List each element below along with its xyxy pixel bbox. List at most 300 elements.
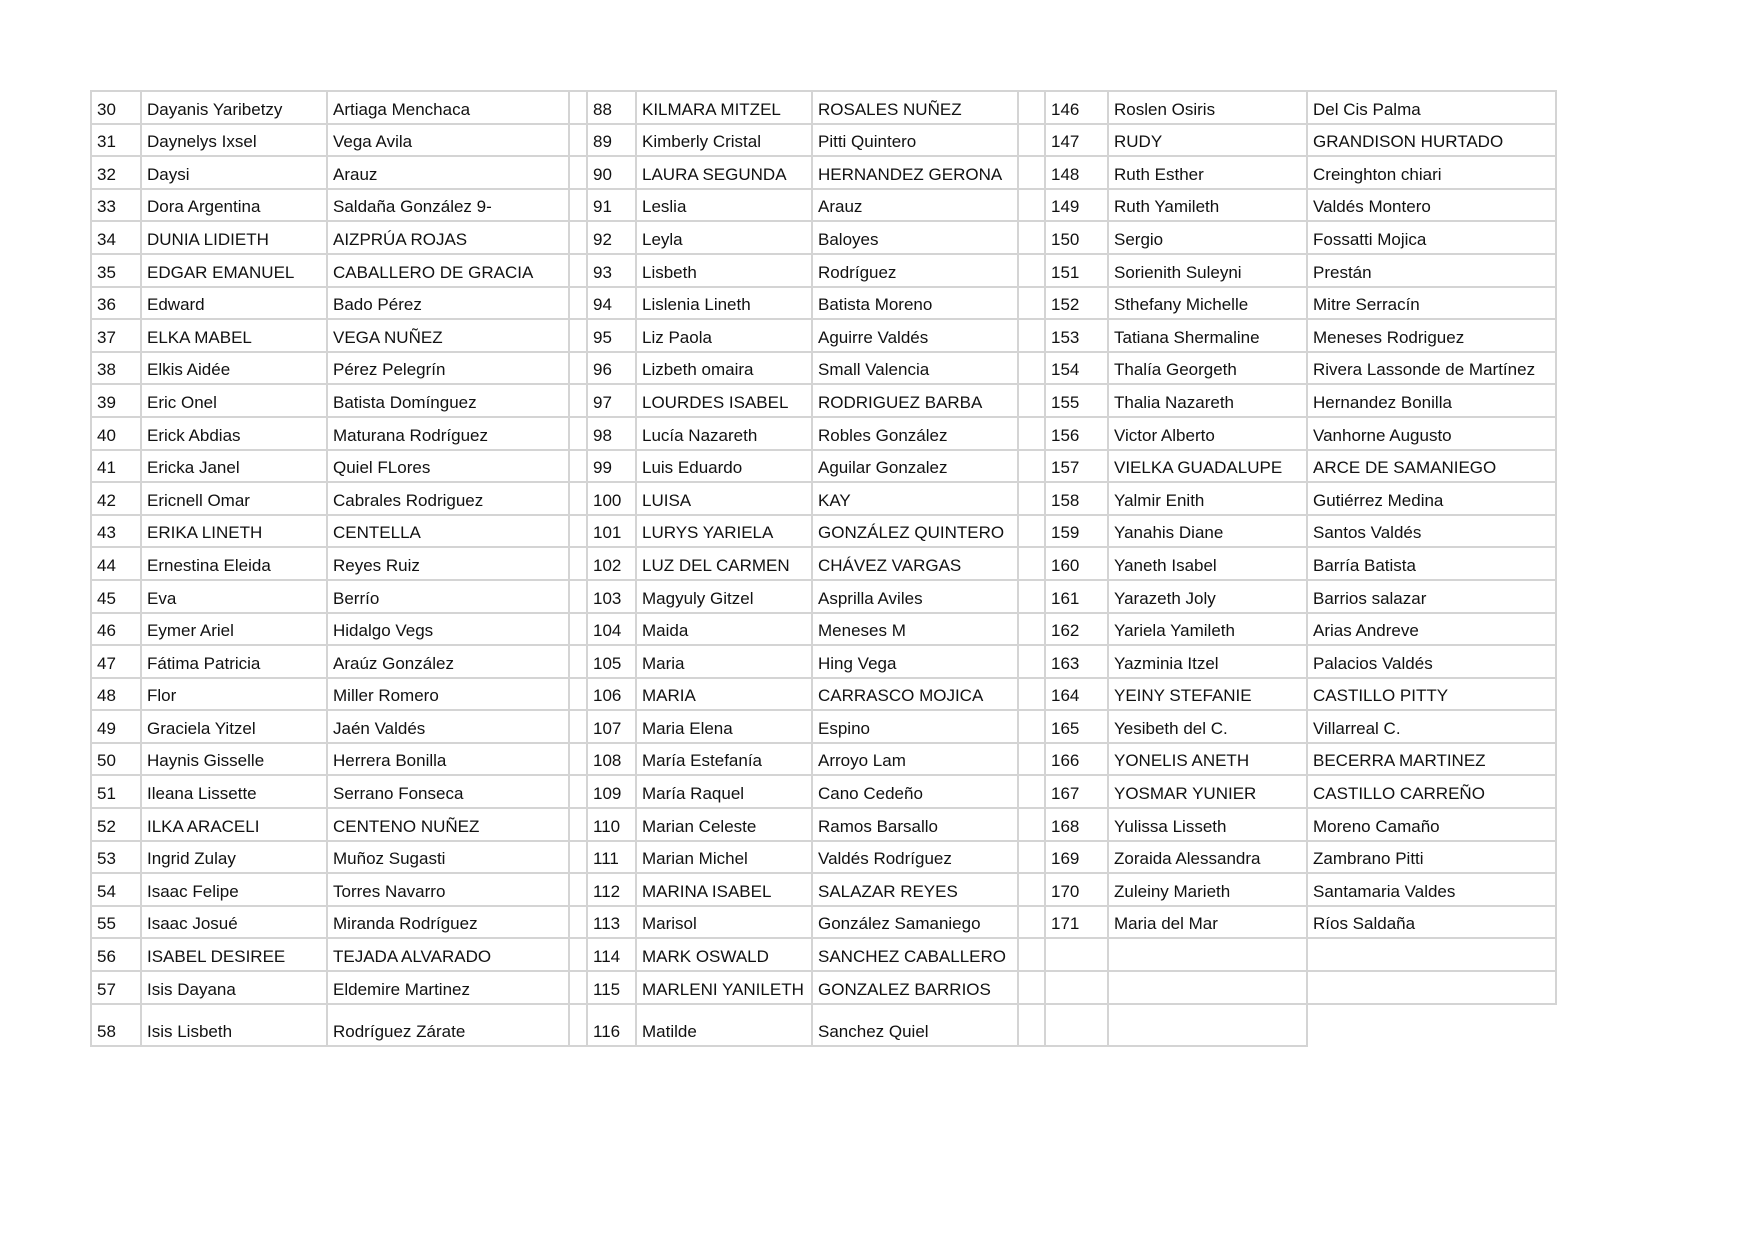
first-name-cell: Liz Paola <box>636 319 812 352</box>
first-name-cell: Ileana Lissette <box>141 775 327 808</box>
number-cell: 51 <box>91 775 141 808</box>
last-name-cell: Arauz <box>812 189 1018 222</box>
spacer-cell <box>569 613 587 646</box>
spacer-cell <box>569 482 587 515</box>
first-name-cell <box>1108 938 1307 971</box>
last-name-cell: Reyes Ruiz <box>327 547 569 580</box>
spacer-cell <box>569 450 587 483</box>
last-name-cell: Pérez Pelegrín <box>327 352 569 385</box>
last-name-cell: HERNANDEZ GERONA <box>812 156 1018 189</box>
spacer-cell <box>569 873 587 906</box>
first-name-cell: Yanahis Diane <box>1108 515 1307 548</box>
first-name-cell: ISABEL DESIREE <box>141 938 327 971</box>
first-name-cell: Yulissa Lisseth <box>1108 808 1307 841</box>
last-name-cell: SANCHEZ CABALLERO <box>812 938 1018 971</box>
table-row <box>91 971 1556 1004</box>
spacer-cell <box>1018 808 1045 841</box>
last-name-cell: Rodríguez Zárate <box>327 1004 569 1046</box>
spacer-cell <box>1018 841 1045 874</box>
number-cell: 152 <box>1045 287 1108 320</box>
first-name-cell: Graciela Yitzel <box>141 710 327 743</box>
spacer-cell <box>569 384 587 417</box>
number-cell: 55 <box>91 906 141 939</box>
last-name-cell: Batista Domínguez <box>327 384 569 417</box>
last-name-cell: TEJADA ALVARADO <box>327 938 569 971</box>
table-row <box>91 124 1556 157</box>
first-name-cell: Ericnell Omar <box>141 482 327 515</box>
first-name-cell: Leyla <box>636 221 812 254</box>
last-name-cell: Jaén Valdés <box>327 710 569 743</box>
last-name-cell: Herrera Bonilla <box>327 743 569 776</box>
spacer-cell <box>1018 547 1045 580</box>
table-row <box>91 450 1556 483</box>
first-name-cell: Tatiana Shermaline <box>1108 319 1307 352</box>
last-name-cell: Espino <box>812 710 1018 743</box>
last-name-cell: CENTENO NUÑEZ <box>327 808 569 841</box>
first-name-cell: YOSMAR YUNIER <box>1108 775 1307 808</box>
last-name-cell: Barrios salazar <box>1307 580 1556 613</box>
spacer-cell <box>569 1004 587 1046</box>
first-name-cell: Yariela Yamileth <box>1108 613 1307 646</box>
first-name-cell: Edward <box>141 287 327 320</box>
number-cell: 109 <box>587 775 636 808</box>
number-cell: 57 <box>91 971 141 1004</box>
spacer-cell <box>1018 710 1045 743</box>
number-cell: 166 <box>1045 743 1108 776</box>
spacer-cell <box>569 678 587 711</box>
last-name-cell: Serrano Fonseca <box>327 775 569 808</box>
number-cell: 99 <box>587 450 636 483</box>
last-name-cell: Miller Romero <box>327 678 569 711</box>
spacer-cell <box>1018 613 1045 646</box>
spacer-cell <box>569 775 587 808</box>
first-name-cell: Leslia <box>636 189 812 222</box>
first-name-cell: María Estefanía <box>636 743 812 776</box>
last-name-cell: Saldaña González 9- <box>327 189 569 222</box>
number-cell: 96 <box>587 352 636 385</box>
first-name-cell: Ericka Janel <box>141 450 327 483</box>
first-name-cell: Ingrid Zulay <box>141 841 327 874</box>
first-name-cell: EDGAR EMANUEL <box>141 254 327 287</box>
spacer-cell <box>1018 450 1045 483</box>
spacer-cell <box>569 417 587 450</box>
first-name-cell: Victor Alberto <box>1108 417 1307 450</box>
first-name-cell: Yazminia Itzel <box>1108 645 1307 678</box>
last-name-cell: Quiel FLores <box>327 450 569 483</box>
number-cell: 89 <box>587 124 636 157</box>
number-cell: 112 <box>587 873 636 906</box>
first-name-cell: Lisbeth <box>636 254 812 287</box>
first-name-cell: LUZ DEL CARMEN <box>636 547 812 580</box>
last-name-cell: Rodríguez <box>812 254 1018 287</box>
number-cell: 156 <box>1045 417 1108 450</box>
number-cell: 163 <box>1045 645 1108 678</box>
number-cell: 146 <box>1045 91 1108 124</box>
number-cell: 111 <box>587 841 636 874</box>
last-name-cell: Meneses M <box>812 613 1018 646</box>
last-name-cell: VEGA NUÑEZ <box>327 319 569 352</box>
first-name-cell: KILMARA MITZEL <box>636 91 812 124</box>
number-cell: 149 <box>1045 189 1108 222</box>
number-cell: 58 <box>91 1004 141 1046</box>
number-cell: 37 <box>91 319 141 352</box>
number-cell: 54 <box>91 873 141 906</box>
table-row <box>91 221 1556 254</box>
first-name-cell: Dora Argentina <box>141 189 327 222</box>
spacer-cell <box>1018 417 1045 450</box>
spacer-cell <box>1018 254 1045 287</box>
number-cell: 169 <box>1045 841 1108 874</box>
last-name-cell: CENTELLA <box>327 515 569 548</box>
spacer-cell <box>569 287 587 320</box>
last-name-cell: ARCE DE SAMANIEGO <box>1307 450 1556 483</box>
spacer-cell <box>1018 352 1045 385</box>
last-name-cell: González Samaniego <box>812 906 1018 939</box>
last-name-cell: Fossatti Mojica <box>1307 221 1556 254</box>
spacer-cell <box>1018 319 1045 352</box>
spacer-cell <box>1018 156 1045 189</box>
last-name-cell: CASTILLO PITTY <box>1307 678 1556 711</box>
last-name-cell: Muñoz Sugasti <box>327 841 569 874</box>
first-name-cell: Isis Dayana <box>141 971 327 1004</box>
last-name-cell: Hidalgo Vegs <box>327 613 569 646</box>
number-cell: 31 <box>91 124 141 157</box>
last-name-cell: Moreno Camaño <box>1307 808 1556 841</box>
spacer-cell <box>569 156 587 189</box>
last-name-cell: Ramos Barsallo <box>812 808 1018 841</box>
first-name-cell: Eric Onel <box>141 384 327 417</box>
number-cell: 38 <box>91 352 141 385</box>
first-name-cell: Marisol <box>636 906 812 939</box>
number-cell: 43 <box>91 515 141 548</box>
first-name-cell: Isis Lisbeth <box>141 1004 327 1046</box>
last-name-cell: Eldemire Martinez <box>327 971 569 1004</box>
table-row <box>91 482 1556 515</box>
first-name-cell: ERIKA LINETH <box>141 515 327 548</box>
number-cell: 52 <box>91 808 141 841</box>
number-cell: 104 <box>587 613 636 646</box>
number-cell: 39 <box>91 384 141 417</box>
number-cell: 94 <box>587 287 636 320</box>
first-name-cell: María Raquel <box>636 775 812 808</box>
spacer-cell <box>569 808 587 841</box>
number-cell: 170 <box>1045 873 1108 906</box>
number-cell <box>1045 971 1108 1004</box>
first-name-cell: LURYS YARIELA <box>636 515 812 548</box>
first-name-cell: Isaac Josué <box>141 906 327 939</box>
spacer-cell <box>569 710 587 743</box>
last-name-cell: Barría Batista <box>1307 547 1556 580</box>
last-name-cell: BECERRA MARTINEZ <box>1307 743 1556 776</box>
spacer-cell <box>569 254 587 287</box>
last-name-cell: Bado Pérez <box>327 287 569 320</box>
number-cell: 116 <box>587 1004 636 1046</box>
spacer-cell <box>1018 91 1045 124</box>
spacer-cell <box>569 515 587 548</box>
number-cell: 105 <box>587 645 636 678</box>
spacer-cell <box>1018 515 1045 548</box>
number-cell: 110 <box>587 808 636 841</box>
last-name-cell: Ríos Saldaña <box>1307 906 1556 939</box>
first-name-cell <box>1108 1004 1307 1046</box>
last-name-cell: Villarreal C. <box>1307 710 1556 743</box>
first-name-cell: Isaac Felipe <box>141 873 327 906</box>
spacer-cell <box>569 319 587 352</box>
spacer-cell <box>569 971 587 1004</box>
number-cell: 50 <box>91 743 141 776</box>
last-name-cell: Creinghton chiari <box>1307 156 1556 189</box>
first-name-cell: Sergio <box>1108 221 1307 254</box>
spacer-cell <box>1018 971 1045 1004</box>
number-cell: 164 <box>1045 678 1108 711</box>
first-name-cell: MARIA <box>636 678 812 711</box>
number-cell: 93 <box>587 254 636 287</box>
first-name-cell: Roslen Osiris <box>1108 91 1307 124</box>
first-name-cell: Daynelys Ixsel <box>141 124 327 157</box>
first-name-cell: Daysi <box>141 156 327 189</box>
number-cell: 150 <box>1045 221 1108 254</box>
first-name-cell: Ruth Esther <box>1108 156 1307 189</box>
last-name-cell: Sanchez Quiel <box>812 1004 1018 1046</box>
last-name-cell <box>1307 971 1556 1004</box>
first-name-cell: Zoraida Alessandra <box>1108 841 1307 874</box>
first-name-cell: Kimberly Cristal <box>636 124 812 157</box>
number-cell: 88 <box>587 91 636 124</box>
first-name-cell: ILKA ARACELI <box>141 808 327 841</box>
number-cell: 113 <box>587 906 636 939</box>
number-cell: 36 <box>91 287 141 320</box>
number-cell: 42 <box>91 482 141 515</box>
last-name-cell: SALAZAR REYES <box>812 873 1018 906</box>
number-cell: 47 <box>91 645 141 678</box>
number-cell: 34 <box>91 221 141 254</box>
spacer-cell <box>569 645 587 678</box>
last-name-cell: RODRIGUEZ BARBA <box>812 384 1018 417</box>
first-name-cell: Elkis Aidée <box>141 352 327 385</box>
spacer-cell <box>569 91 587 124</box>
number-cell: 48 <box>91 678 141 711</box>
table-row <box>91 938 1556 971</box>
last-name-cell: Mitre Serracín <box>1307 287 1556 320</box>
last-name-cell: GONZÁLEZ QUINTERO <box>812 515 1018 548</box>
number-cell: 147 <box>1045 124 1108 157</box>
number-cell: 100 <box>587 482 636 515</box>
spacer-cell <box>1018 482 1045 515</box>
first-name-cell: Lizbeth omaira <box>636 352 812 385</box>
number-cell: 103 <box>587 580 636 613</box>
number-cell: 35 <box>91 254 141 287</box>
last-name-cell: Prestán <box>1307 254 1556 287</box>
spacer-cell <box>1018 873 1045 906</box>
roster-body <box>91 91 1556 1046</box>
table-row <box>91 515 1556 548</box>
first-name-cell: Haynis Gisselle <box>141 743 327 776</box>
number-cell: 165 <box>1045 710 1108 743</box>
last-name-cell: Santos Valdés <box>1307 515 1556 548</box>
spacer-cell <box>1018 189 1045 222</box>
table-row <box>91 645 1556 678</box>
spacer-cell <box>1018 1004 1045 1046</box>
table-row <box>91 873 1556 906</box>
last-name-cell: Hing Vega <box>812 645 1018 678</box>
first-name-cell: Lucía Nazareth <box>636 417 812 450</box>
spacer-cell <box>569 906 587 939</box>
number-cell: 162 <box>1045 613 1108 646</box>
number-cell: 97 <box>587 384 636 417</box>
first-name-cell: ELKA MABEL <box>141 319 327 352</box>
first-name-cell: Flor <box>141 678 327 711</box>
number-cell: 56 <box>91 938 141 971</box>
last-name-cell: Hernandez Bonilla <box>1307 384 1556 417</box>
last-name-cell: Torres Navarro <box>327 873 569 906</box>
first-name-cell: Yesibeth del C. <box>1108 710 1307 743</box>
number-cell: 53 <box>91 841 141 874</box>
last-name-cell: Maturana Rodríguez <box>327 417 569 450</box>
first-name-cell: Eymer Ariel <box>141 613 327 646</box>
table-row <box>91 841 1556 874</box>
last-name-cell: Vega Avila <box>327 124 569 157</box>
last-name-cell: Gutiérrez Medina <box>1307 482 1556 515</box>
spacer-cell <box>569 352 587 385</box>
first-name-cell: Matilde <box>636 1004 812 1046</box>
first-name-cell: YEINY STEFANIE <box>1108 678 1307 711</box>
roster-table <box>90 90 1557 1047</box>
number-cell: 40 <box>91 417 141 450</box>
number-cell: 91 <box>587 189 636 222</box>
first-name-cell: RUDY <box>1108 124 1307 157</box>
last-name-cell: Pitti Quintero <box>812 124 1018 157</box>
table-row <box>91 254 1556 287</box>
first-name-cell: LUISA <box>636 482 812 515</box>
table-row <box>91 287 1556 320</box>
number-cell: 49 <box>91 710 141 743</box>
spacer-cell <box>1018 580 1045 613</box>
spacer-cell <box>1018 678 1045 711</box>
number-cell: 167 <box>1045 775 1108 808</box>
last-name-cell: Araúz González <box>327 645 569 678</box>
first-name-cell: Yarazeth Joly <box>1108 580 1307 613</box>
number-cell: 158 <box>1045 482 1108 515</box>
number-cell: 32 <box>91 156 141 189</box>
last-name-cell: ROSALES NUÑEZ <box>812 91 1018 124</box>
first-name-cell: Sorienith Suleyni <box>1108 254 1307 287</box>
first-name-cell: Yalmir Enith <box>1108 482 1307 515</box>
number-cell <box>1045 1004 1108 1046</box>
number-cell: 98 <box>587 417 636 450</box>
number-cell: 160 <box>1045 547 1108 580</box>
last-name-cell: Batista Moreno <box>812 287 1018 320</box>
table-row <box>91 710 1556 743</box>
first-name-cell: VIELKA GUADALUPE <box>1108 450 1307 483</box>
table-row <box>91 417 1556 450</box>
spacer-cell <box>1018 124 1045 157</box>
first-name-cell: Maida <box>636 613 812 646</box>
last-name-cell: Arauz <box>327 156 569 189</box>
last-name-cell: Zambrano Pitti <box>1307 841 1556 874</box>
roster-sheet <box>90 90 1557 1047</box>
first-name-cell: Marian Celeste <box>636 808 812 841</box>
number-cell: 106 <box>587 678 636 711</box>
table-row <box>91 1004 1556 1046</box>
table-row <box>91 384 1556 417</box>
number-cell: 107 <box>587 710 636 743</box>
first-name-cell: Dayanis Yaribetzy <box>141 91 327 124</box>
last-name-cell: Robles González <box>812 417 1018 450</box>
last-name-cell: CHÁVEZ VARGAS <box>812 547 1018 580</box>
first-name-cell: MARLENI YANILETH <box>636 971 812 1004</box>
number-cell: 155 <box>1045 384 1108 417</box>
first-name-cell: Ernestina Eleida <box>141 547 327 580</box>
first-name-cell: Maria Elena <box>636 710 812 743</box>
last-name-cell <box>1307 1004 1556 1046</box>
last-name-cell: Aguilar Gonzalez <box>812 450 1018 483</box>
number-cell: 41 <box>91 450 141 483</box>
last-name-cell: Valdés Rodríguez <box>812 841 1018 874</box>
number-cell: 159 <box>1045 515 1108 548</box>
spacer-cell <box>569 189 587 222</box>
last-name-cell: Palacios Valdés <box>1307 645 1556 678</box>
number-cell: 171 <box>1045 906 1108 939</box>
table-row <box>91 613 1556 646</box>
first-name-cell: Lislenia Lineth <box>636 287 812 320</box>
spacer-cell <box>1018 221 1045 254</box>
number-cell: 168 <box>1045 808 1108 841</box>
table-row <box>91 352 1556 385</box>
first-name-cell: Maria <box>636 645 812 678</box>
table-row <box>91 91 1556 124</box>
number-cell: 95 <box>587 319 636 352</box>
first-name-cell: MARK OSWALD <box>636 938 812 971</box>
spacer-cell <box>1018 938 1045 971</box>
number-cell: 148 <box>1045 156 1108 189</box>
first-name-cell: Fátima Patricia <box>141 645 327 678</box>
first-name-cell: Maria del Mar <box>1108 906 1307 939</box>
first-name-cell: Zuleiny Marieth <box>1108 873 1307 906</box>
spacer-cell <box>1018 287 1045 320</box>
number-cell: 161 <box>1045 580 1108 613</box>
first-name-cell: Eva <box>141 580 327 613</box>
table-row <box>91 580 1556 613</box>
spacer-cell <box>569 124 587 157</box>
first-name-cell: YONELIS ANETH <box>1108 743 1307 776</box>
first-name-cell: Yaneth Isabel <box>1108 547 1307 580</box>
first-name-cell: DUNIA LIDIETH <box>141 221 327 254</box>
number-cell: 90 <box>587 156 636 189</box>
number-cell: 151 <box>1045 254 1108 287</box>
spacer-cell <box>1018 743 1045 776</box>
spacer-cell <box>1018 906 1045 939</box>
last-name-cell <box>1307 938 1556 971</box>
last-name-cell: Artiaga Menchaca <box>327 91 569 124</box>
last-name-cell: Aguirre Valdés <box>812 319 1018 352</box>
last-name-cell: Del Cis Palma <box>1307 91 1556 124</box>
first-name-cell: LAURA SEGUNDA <box>636 156 812 189</box>
table-row <box>91 678 1556 711</box>
number-cell: 30 <box>91 91 141 124</box>
last-name-cell: CARRASCO MOJICA <box>812 678 1018 711</box>
last-name-cell: GONZALEZ BARRIOS <box>812 971 1018 1004</box>
last-name-cell: Rivera Lassonde de Martínez <box>1307 352 1556 385</box>
table-row <box>91 319 1556 352</box>
last-name-cell: Baloyes <box>812 221 1018 254</box>
table-row <box>91 156 1556 189</box>
first-name-cell: Sthefany Michelle <box>1108 287 1307 320</box>
number-cell: 115 <box>587 971 636 1004</box>
last-name-cell: Berrío <box>327 580 569 613</box>
last-name-cell: AIZPRÚA ROJAS <box>327 221 569 254</box>
last-name-cell: GRANDISON HURTADO <box>1307 124 1556 157</box>
spacer-cell <box>569 547 587 580</box>
